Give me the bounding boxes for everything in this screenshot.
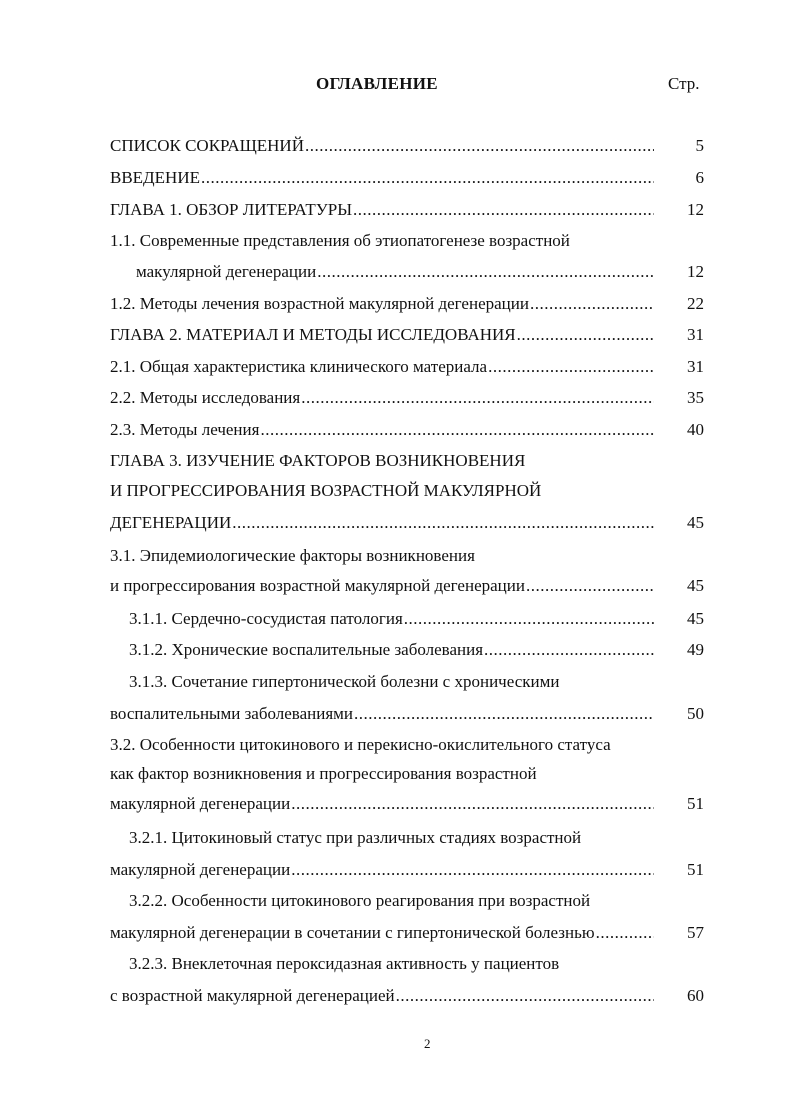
toc-entry-2-3	[110, 420, 704, 440]
toc-entry-page: 45	[687, 513, 704, 532]
toc-entry-title: 2.3. Методы лечения	[110, 420, 260, 439]
toc-entry-page: 5	[695, 136, 704, 155]
leader-dots	[526, 576, 654, 596]
toc-entry-2-2	[110, 388, 704, 408]
toc-entry-chapter-1	[110, 200, 704, 220]
toc-entry-title: 3.1.2. Хронические воспалительные заболевания	[129, 640, 484, 659]
toc-entry-title: ДЕГЕНЕРАЦИИ	[110, 513, 232, 532]
toc-entry-3-1	[110, 546, 704, 596]
toc-entry-page: 45	[687, 576, 704, 595]
leader-dots	[353, 200, 654, 220]
leader-dots	[488, 357, 654, 377]
toc-entry-page: 45	[687, 609, 704, 628]
leader-dots	[396, 986, 654, 1006]
leader-dots	[291, 794, 654, 814]
leader-dots	[517, 325, 654, 345]
toc-entry-title: и прогрессирования возрастной макулярной дегенерации	[110, 576, 525, 595]
toc-entry-page: 22	[687, 294, 704, 313]
toc-entry-3-2-1	[110, 828, 704, 880]
toc-entry-page: 31	[687, 357, 704, 376]
toc-entry-title: с возрастной макулярной дегенерацией	[110, 986, 395, 1005]
toc-entry-2-1	[110, 357, 704, 377]
leader-dots	[484, 640, 654, 660]
leader-dots	[596, 923, 654, 943]
toc-entry-title: макулярной дегенерации	[110, 794, 291, 813]
leader-dots	[404, 609, 654, 629]
leader-dots	[201, 168, 654, 188]
toc-entry-page: 12	[687, 262, 704, 281]
toc-entry-page: 50	[687, 704, 704, 723]
leader-dots	[291, 860, 654, 880]
toc-heading: ОГЛАВЛЕНИЕ	[316, 74, 438, 93]
toc-entry-line: 3.1. Эпидемиологические факторы возникновения	[110, 546, 475, 565]
toc-entry-chapter-3	[110, 451, 704, 533]
toc-entry-line: 3.2.1. Цитокиновый статус при различных стадиях возрастной	[129, 828, 582, 847]
toc-entry-page: 57	[687, 923, 704, 942]
toc-entry-page: 60	[687, 986, 704, 1005]
toc-entry-page: 12	[687, 200, 704, 219]
page-column-label: Стр.	[668, 74, 700, 93]
leader-dots	[301, 388, 654, 408]
leader-dots	[354, 704, 654, 724]
toc-entry-line: 3.2.2. Особенности цитокинового реагирования при возрастной	[129, 891, 591, 910]
toc-entry-title: макулярной дегенерации	[110, 860, 291, 879]
toc-entry-abbreviations	[110, 136, 704, 156]
toc-entry-page: 51	[687, 794, 704, 813]
toc-entry-line: 3.2.3. Внеклеточная пероксидазная активность у пациентов	[129, 954, 560, 973]
toc-entry-introduction	[110, 168, 704, 188]
toc-entry-line: 1.1. Современные представления об этиопатогенезе возрастной	[110, 231, 570, 250]
toc-entry-title: ГЛАВА 2. МАТЕРИАЛ И МЕТОДЫ ИССЛЕДОВАНИЯ	[110, 325, 516, 344]
toc-entry-3-2-2	[110, 891, 704, 943]
leader-dots	[305, 136, 654, 156]
toc-entry-line: 3.2. Особенности цитокинового и перекисно-окислительного статуса	[110, 735, 611, 754]
toc-entry-3-2-3	[110, 954, 704, 1006]
toc-entry-3-2	[110, 735, 704, 814]
toc-entry-1-1	[110, 231, 704, 282]
toc-entry-3-1-1	[129, 609, 704, 629]
leader-dots	[260, 420, 654, 440]
toc-entry-title: ГЛАВА 1. ОБЗОР ЛИТЕРАТУРЫ	[110, 200, 353, 219]
page-number: 2	[424, 1036, 431, 1051]
toc-entry-page: 6	[695, 168, 704, 187]
toc-entry-line: 3.1.3. Сочетание гипертонической болезни с хроническими	[129, 672, 560, 691]
toc-entry-page: 49	[687, 640, 704, 659]
toc-entry-page: 40	[687, 420, 704, 439]
toc-entry-title: 2.1. Общая характеристика клинического материала	[110, 357, 488, 376]
toc-entry-page: 51	[687, 860, 704, 879]
toc-entry-page: 31	[687, 325, 704, 344]
toc-entry-line: как фактор возникновения и прогрессирования возрастной	[110, 764, 537, 783]
leader-dots	[232, 513, 654, 533]
toc-entry-line: ГЛАВА 3. ИЗУЧЕНИЕ ФАКТОРОВ ВОЗНИКНОВЕНИЯ	[110, 451, 526, 470]
toc-entry-title: воспалительными заболеваниями	[110, 704, 354, 723]
toc-entry-3-1-2	[129, 640, 704, 660]
toc-entry-title: макулярной дегенерации	[136, 262, 317, 281]
toc-entry-title: 2.2. Методы исследования	[110, 388, 301, 407]
toc-entry-1-2	[110, 294, 704, 314]
toc-entry-title: макулярной дегенерации в сочетании с гипертонической болезнью	[110, 923, 595, 942]
toc-entry-title: ВВЕДЕНИЕ	[110, 168, 200, 187]
toc-entry-page: 35	[687, 388, 704, 407]
toc-entry-chapter-2	[110, 325, 704, 345]
leader-dots	[530, 294, 654, 314]
toc-entry-line: И ПРОГРЕССИРОВАНИЯ ВОЗРАСТНОЙ МАКУЛЯРНОЙ	[110, 481, 542, 500]
toc-entry-3-1-3	[110, 672, 704, 724]
toc-entry-title: 1.2. Методы лечения возрастной макулярной дегенерации	[110, 294, 529, 313]
leader-dots	[317, 262, 654, 282]
toc-entry-title: СПИСОК СОКРАЩЕНИЙ	[110, 136, 304, 155]
toc-entry-title: 3.1.1. Сердечно-сосудистая патология	[129, 609, 403, 628]
